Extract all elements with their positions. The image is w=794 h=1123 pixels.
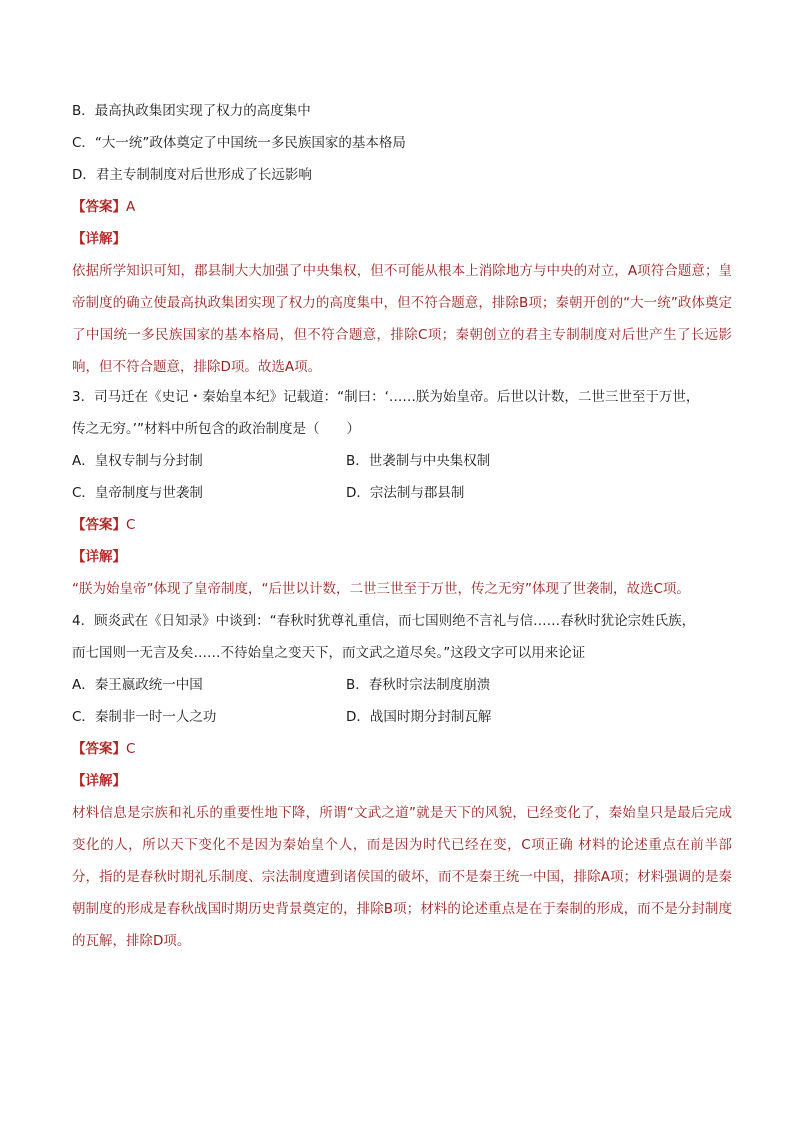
answer-value: C	[126, 517, 136, 533]
q4-detail-tag-line	[72, 771, 732, 791]
q3-detail-tag-line	[72, 547, 732, 567]
answer-tag: 【答案】	[72, 741, 126, 757]
q3-options-row1	[72, 451, 732, 471]
q2-option-c: C．“大一统”政体奠定了中国统一多民族国家的基本格局	[72, 135, 406, 151]
q3-stem-line1: 3．司马迁在《史记・秦始皇本纪》记载道：“制曰：‘……朕为始皇帝。后世以计数，二世三世至于万世，	[72, 389, 700, 405]
q2-option-b: B．最高执政集团实现了权力的高度集中	[72, 103, 311, 119]
answer-value: C	[126, 741, 136, 757]
q3-option-c: C．皇帝制度与世袭制	[72, 485, 203, 501]
q3-option-a: A．皇权专制与分封制	[72, 453, 203, 469]
q3-options-row2	[72, 483, 732, 503]
q2-detail-text: 依据所学知识可知，郡县制大大加强了中央集权，但不可能从根本上消除地方与中央的对立，A项符合题意；皇帝制度的确立使最高执政集团实现了权力的高度集中，但不符合题意，排除B项；秦朝开创的“大一统”政体奠定了中国统一多民族国家的基本格局，但不符合题意，排除C项；秦朝创立的君主专制制度对后世产生了长远影响，但不符合题意，排除D项。故选A项。	[72, 263, 732, 375]
q4-answer	[72, 739, 732, 759]
q3-stem-line2: 传之无穷。’”材料中所包含的政治制度是（ ）	[72, 421, 361, 437]
answer-value: A	[126, 199, 136, 215]
answer-tag: 【答案】	[72, 199, 126, 215]
q4-option-a: A．秦王嬴政统一中国	[72, 677, 203, 693]
q4-stem-line2: 而七国则一无言及矣……不待始皇之变天下，而文武之道尽矣。”这段文字可以用来论证	[72, 645, 586, 661]
q4-options-row2	[72, 707, 732, 727]
detail-tag: 【详解】	[72, 549, 126, 565]
detail-tag: 【详解】	[72, 773, 126, 789]
q2-detail-tag-line	[72, 229, 732, 249]
q3-option-b: B．世袭制与中央集权制	[346, 453, 491, 469]
q2-option-d: D．君主专制制度对后世形成了长远影响	[72, 167, 312, 183]
q3-answer	[72, 515, 732, 535]
q3-option-d: D．宗法制与郡县制	[346, 485, 465, 501]
q4-options-row1	[72, 675, 732, 695]
answer-tag: 【答案】	[72, 517, 126, 533]
q4-option-b: B．春秋时宗法制度崩溃	[346, 677, 491, 693]
detail-tag: 【详解】	[72, 231, 126, 247]
q3-detail-text: “朕为始皇帝”体现了皇帝制度，“后世以计数，二世三世至于万世，传之无穷”体现了世袭制，故选C项。	[72, 581, 690, 597]
q4-option-d: D．战国时期分封制瓦解	[346, 709, 492, 725]
q4-stem-line1: 4．顾炎武在《日知录》中谈到：“春秋时犹尊礼重信，而七国则绝不言礼与信……春秋时犹论宗姓氏族，	[72, 613, 696, 629]
q2-answer	[72, 197, 732, 217]
q4-option-c: C．秦制非一时一人之功	[72, 709, 217, 725]
q4-detail-text: 材料信息是宗族和礼乐的重要性地下降，所谓“文武之道”就是天下的风貌，已经变化了，秦始皇只是最后完成变化的人，所以天下变化不是因为秦始皇个人，而是因为时代已经在变，C项正确 材料的论述重点在前半部分，指的是春秋时期礼乐制度、宗法制度遭到诸侯国的破坏，而不是秦王统一中国，排除A项；材料强调的是秦朝制度的形成是春秋战国时期历史背景奠定的，排除B项；材料的论述重点是在于秦制的形成，而不是分封制度的瓦解，排除D项。	[72, 805, 732, 949]
